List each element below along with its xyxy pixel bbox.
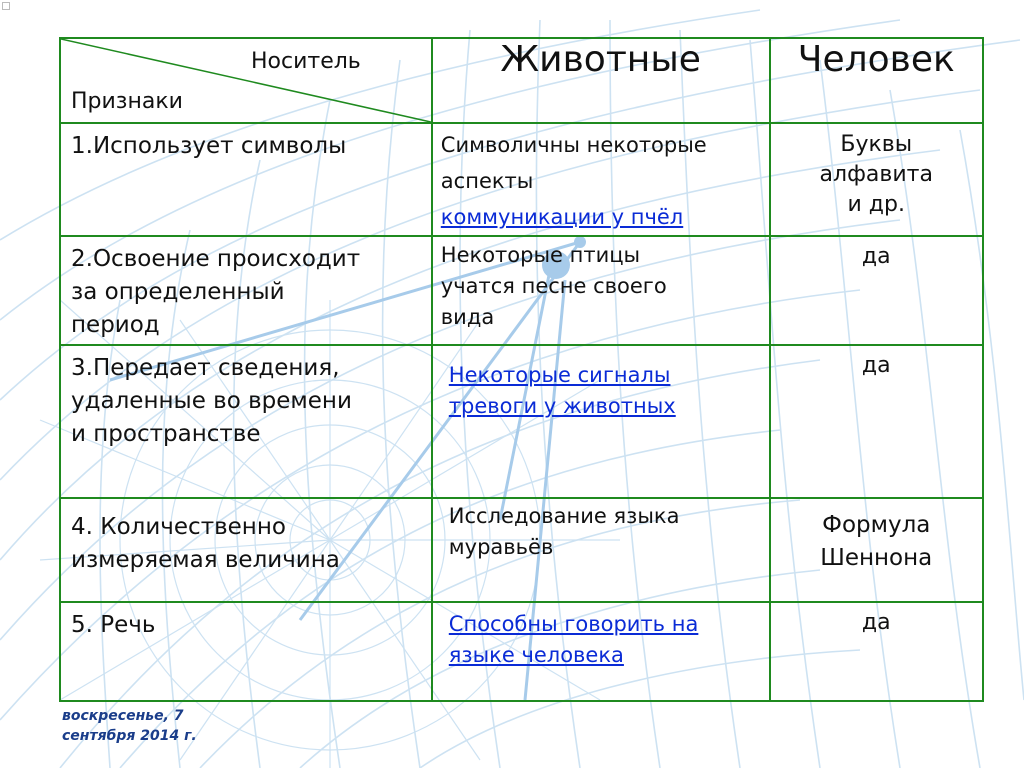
sign-cell	[61, 237, 431, 342]
human-cell: да	[861, 610, 891, 635]
human-cell	[771, 499, 982, 575]
alarm-signals-link[interactable]: тревоги у животных	[448, 394, 676, 418]
comparison-table	[59, 37, 984, 702]
human-text-line: алфавита	[819, 162, 933, 187]
animals-header: Животные	[432, 38, 770, 123]
table-row	[60, 602, 983, 701]
sign-cell	[61, 346, 431, 451]
corner-thumbnail-icon	[2, 2, 10, 10]
animal-text-line: Символичны некоторые	[440, 133, 707, 157]
human-text-line: Шеннона	[820, 545, 933, 571]
alarm-signals-link[interactable]: Некоторые сигналы	[448, 363, 671, 387]
sign-cell: 5. Речь	[71, 612, 156, 638]
animal-text-line: Исследование языка	[448, 504, 680, 528]
human-text-line: Формула	[822, 512, 931, 538]
human-header: Человек	[770, 38, 983, 123]
footer-date	[62, 706, 197, 746]
sign-text-line: период	[71, 312, 160, 338]
animal-text-line: Некоторые птицы	[440, 243, 641, 267]
footer-date-line: воскресенье, 7	[62, 708, 184, 724]
table-row	[60, 236, 983, 345]
footer-date-line: сентября 2014 г.	[62, 728, 197, 744]
speak-human-language-link[interactable]: языке человека	[448, 643, 624, 667]
animal-cell	[433, 603, 769, 671]
human-cell: да	[861, 244, 891, 269]
animal-cell	[433, 346, 769, 422]
table-header-row	[60, 38, 983, 123]
sign-cell	[61, 499, 431, 577]
table-row	[60, 345, 983, 498]
table-row	[60, 123, 983, 236]
human-cell: да	[861, 353, 891, 378]
signs-label: Признаки	[71, 89, 183, 114]
sign-cell: 1.Использует символы	[71, 133, 347, 159]
animal-text-line: учатся песне своего	[440, 274, 667, 298]
speak-human-language-link[interactable]: Способны говорить на	[448, 612, 699, 636]
sign-text-line: 2.Освоение происходит	[71, 246, 361, 272]
animal-cell	[433, 237, 769, 333]
animal-cell	[433, 499, 769, 563]
bee-communication-link[interactable]: коммуникации у пчёл	[440, 205, 684, 229]
sign-text-line: измеряемая величина	[71, 547, 340, 573]
animal-cell	[433, 124, 769, 235]
diagonal-header-cell	[60, 38, 432, 123]
table-row	[60, 498, 983, 602]
carrier-label: Носитель	[251, 49, 361, 74]
human-cell	[771, 124, 982, 220]
animal-text-line: аспекты	[440, 169, 534, 193]
animal-text-line: муравьёв	[448, 535, 554, 559]
sign-text-line: удаленные во времени	[71, 388, 352, 414]
sign-text-line: 3.Передает сведения,	[71, 355, 340, 381]
sign-text-line: 4. Количественно	[71, 514, 286, 540]
sign-text-line: за определенный	[71, 279, 285, 305]
human-text-line: и др.	[847, 192, 905, 217]
sign-text-line: и пространстве	[71, 421, 261, 447]
animal-text-line: вида	[440, 305, 495, 329]
human-text-line: Буквы	[840, 132, 913, 157]
